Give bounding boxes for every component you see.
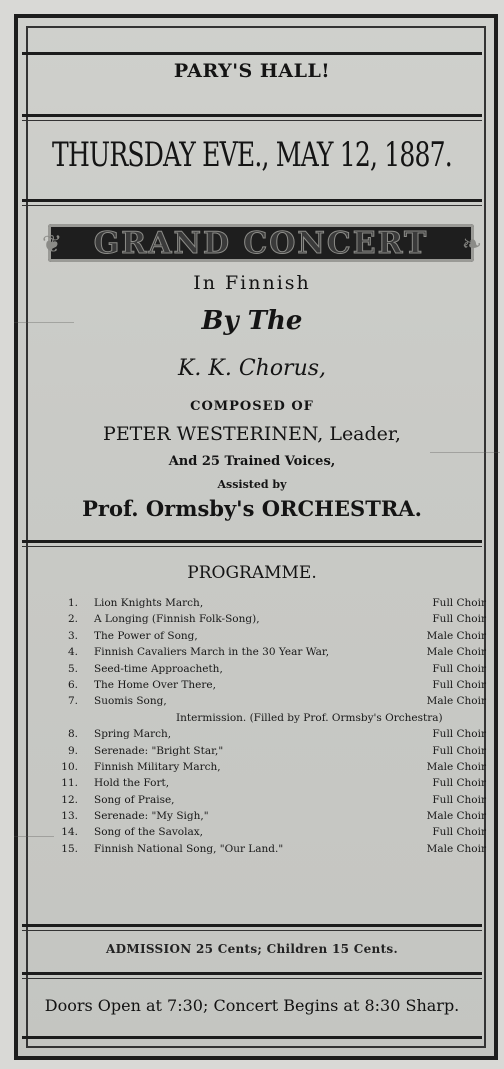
programme-item (54, 728, 486, 744)
item-voices: Full Choir (432, 826, 486, 839)
top-rule (22, 52, 482, 55)
item-number: 13. (61, 810, 78, 823)
programme-item (54, 810, 486, 826)
item-number: 10. (61, 760, 78, 773)
programme-list (54, 597, 486, 859)
programme-item (54, 679, 486, 695)
item-voices: Full Choir (432, 662, 486, 675)
rule-above-admission (22, 924, 482, 927)
hall-name: PARY'S HALL! (173, 60, 331, 82)
item-title: Song of Praise, (94, 793, 175, 806)
programme-item (54, 597, 486, 613)
programme-item (54, 646, 486, 662)
item-voices: Male Choir (426, 695, 486, 708)
item-number: 9. (67, 744, 78, 757)
rule-under-hall-thin (22, 120, 482, 121)
item-voices: Male Choir (426, 629, 486, 642)
composed-of-line: COMPOSED OF (190, 399, 314, 414)
item-number: 8. (67, 728, 78, 741)
programme-item (54, 826, 486, 842)
item-voices: Male Choir (426, 810, 486, 823)
rule-under-date-thin (22, 205, 482, 206)
item-number: 2. (67, 613, 78, 626)
item-voices: Full Choir (432, 744, 486, 757)
ornament-left-icon: ❦ (42, 230, 63, 258)
assisted-by-line: Assisted by (217, 478, 287, 491)
by-the-line: By The (201, 306, 303, 336)
item-title: The Power of Song, (94, 629, 198, 642)
programme-item (54, 745, 486, 761)
admission-line: ADMISSION 25 Cents; Children 15 Cents. (106, 942, 398, 956)
programme-item (54, 777, 486, 793)
item-voices: Full Choir (432, 613, 486, 626)
border-frame (26, 26, 486, 1048)
programme-item (54, 630, 486, 646)
rule-above-admission-thin (22, 930, 482, 931)
item-title: Finnish Military March, (94, 760, 221, 773)
headline: GRAND CONCERT (93, 226, 429, 261)
item-voices: Full Choir (432, 597, 486, 609)
item-title: Lion Knights March, (94, 597, 204, 609)
bottom-rule (22, 1036, 482, 1039)
paper-crease (14, 322, 74, 323)
item-title: Intermission. (Filled by Prof. Ormsby's Orchestra) (176, 711, 443, 724)
programme-item (54, 695, 486, 711)
item-title: Hold the Fort, (94, 777, 170, 790)
item-number: 5. (67, 662, 78, 675)
rule-above-doors (22, 972, 482, 975)
item-title: Suomis Song, (94, 695, 167, 708)
item-title: Spring March, (94, 728, 172, 741)
rule-above-doors-thin (22, 978, 482, 979)
item-number: 4. (67, 646, 78, 659)
leader-line: PETER WESTERINEN, Leader, (103, 423, 401, 445)
item-number: 1. (67, 597, 78, 609)
ornament-right-icon: ❧ (461, 230, 482, 258)
rule-under-date (22, 199, 482, 202)
item-title: Finnish Cavaliers March in the 30 Year War, (94, 646, 330, 659)
item-number: 7. (67, 695, 78, 708)
intermission-row (54, 712, 486, 728)
chorus-name: K. K. Chorus, (177, 356, 327, 381)
item-title: Serenade: "Bright Star," (94, 744, 224, 757)
item-number: 14. (61, 826, 78, 839)
programme-item (54, 663, 486, 679)
item-title: Seed-time Approacheth, (94, 662, 223, 675)
programme-item (54, 794, 486, 810)
item-title: The Home Over There, (94, 678, 216, 691)
orchestra-line: Prof. Ormsby's ORCHESTRA. (82, 496, 422, 521)
item-number: 11. (61, 777, 78, 790)
paper-crease (430, 452, 500, 453)
item-title: Finnish National Song, "Our Land." (94, 842, 284, 855)
item-title: Serenade: "My Sigh," (94, 810, 209, 823)
item-title: A Longing (Finnish Folk-Song), (94, 613, 260, 626)
rule-above-programme-thin (22, 546, 482, 547)
item-number: 3. (67, 629, 78, 642)
rule-above-programme (22, 540, 482, 543)
programme-item (54, 843, 486, 859)
item-title: Song of the Savolax, (94, 826, 203, 839)
language-line: In Finnish (193, 272, 311, 294)
voices-line: And 25 Trained Voices, (168, 454, 336, 469)
event-date: THURSDAY EVE., MAY 12, 1887. (52, 135, 452, 175)
item-voices: Male Choir (426, 842, 486, 855)
item-voices: Full Choir (432, 678, 486, 691)
item-voices: Full Choir (432, 793, 486, 806)
programme-item (54, 613, 486, 629)
item-voices: Male Choir (426, 760, 486, 773)
doors-line: Doors Open at 7:30; Concert Begins at 8:30 Sharp. (44, 996, 460, 1015)
item-number: 12. (61, 793, 78, 806)
programme-title: PROGRAMME. (187, 563, 317, 583)
item-number: 15. (61, 842, 78, 855)
paper-crease (14, 836, 54, 837)
item-voices: Male Choir (426, 646, 486, 659)
rule-under-hall (22, 114, 482, 117)
item-voices: Full Choir (432, 777, 486, 790)
headline-banner (42, 224, 482, 262)
item-number: 6. (67, 678, 78, 691)
item-voices: Full Choir (432, 728, 486, 741)
programme-item (54, 761, 486, 777)
